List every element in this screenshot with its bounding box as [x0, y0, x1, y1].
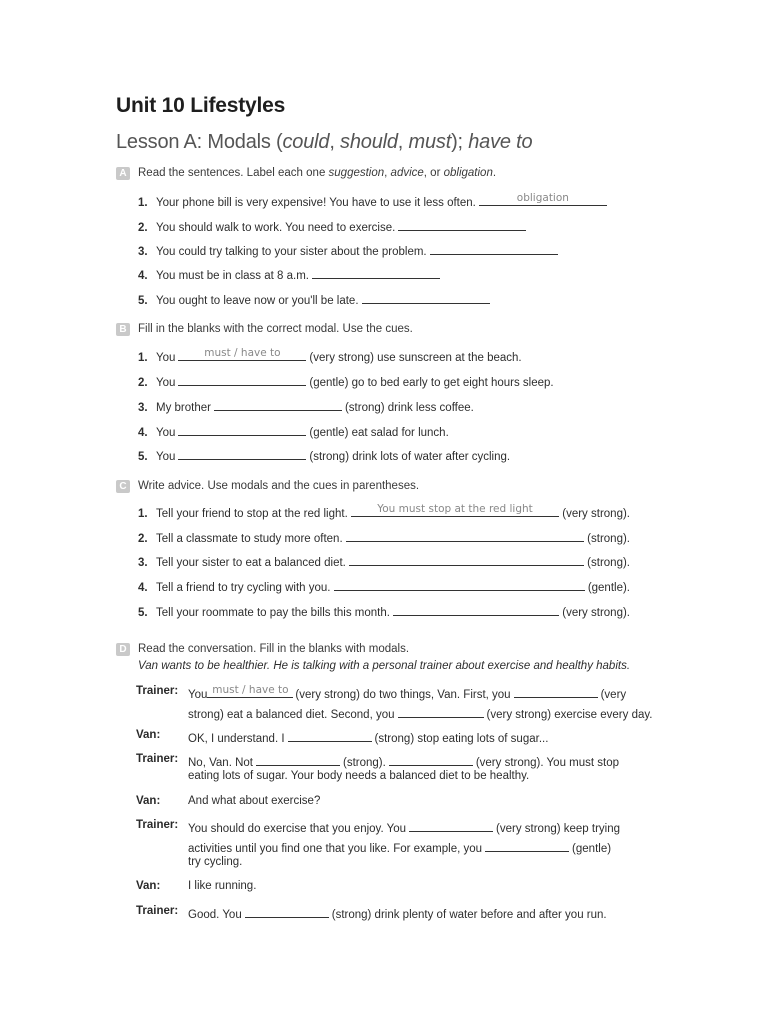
section-a-badge: A — [116, 167, 130, 180]
exercise-b-item: 5. You (strong) drink lots of water after cycling. — [138, 447, 510, 463]
dialogue-line: And what about exercise? — [188, 795, 321, 807]
section-b-instructions: Fill in the blanks with the correct modal. Use the cues. — [138, 323, 413, 335]
lesson-title — [116, 131, 532, 154]
answer-blank[interactable] — [245, 905, 329, 918]
dialogue-line: No, Van. Not (strong). (very strong). You must stop — [188, 753, 619, 769]
dialogue-line: activities until you find one that you like. For example, you (gentle) — [188, 839, 611, 855]
answer-blank[interactable] — [334, 578, 585, 591]
speaker-trainer: Trainer: — [136, 753, 179, 765]
answer-blank[interactable] — [288, 729, 372, 742]
exercise-a-item: 5. You ought to leave now or you'll be late. — [138, 291, 493, 307]
exercise-a-item: 1. Your phone bill is very expensive! You have to use it less often. obligation — [138, 193, 610, 209]
section-c-badge: C — [116, 480, 130, 493]
dialogue-line: You must / have to (very strong) do two things, Van. First, you (very — [188, 684, 627, 701]
section-d-instructions: Read the conversation. Fill in the blanks with modals. — [138, 643, 410, 655]
answer-blank[interactable] — [430, 242, 558, 255]
exercise-b-item: 1. You must / have to (very strong) use sunscreen at the beach. — [138, 347, 522, 364]
exercise-a-item: 4. You must be in class at 8 a.m. — [138, 266, 443, 282]
lesson-modal-could: could — [282, 131, 330, 153]
section-c-instructions: Write advice. Use modals and the cues in parentheses. — [138, 480, 420, 492]
exercise-c-item: 2. Tell a classmate to study more often. (strong). — [138, 529, 630, 545]
answer-blank[interactable] — [389, 753, 473, 766]
exercise-b-item: 2. You (gentle) go to bed early to get eight hours sleep. — [138, 373, 554, 389]
section-a-instructions: Read the sentences. Label each one suggestion, advice, or obligation. — [138, 167, 497, 179]
answer-blank[interactable] — [178, 423, 306, 436]
dialogue-line: Good. You (strong) drink plenty of water before and after you run. — [188, 905, 607, 921]
answer-blank[interactable] — [178, 348, 306, 361]
dialogue-line: OK, I understand. I (strong) stop eating lots of sugar... — [188, 729, 548, 745]
exercise-c-item: 4. Tell a friend to try cycling with you. (gentle). — [138, 578, 630, 594]
answer-blank[interactable] — [479, 193, 607, 206]
dialogue-line: eating lots of sugar. Your body needs a balanced diet to be healthy. — [188, 770, 530, 782]
answer-blank[interactable] — [178, 447, 306, 460]
section-b-badge: B — [116, 323, 130, 336]
speaker-trainer: Trainer: — [136, 685, 179, 697]
answer-blank[interactable] — [207, 685, 293, 698]
speaker-van: Van: — [136, 880, 161, 892]
exercise-a-item: 3. You could try talking to your sister about the problem. — [138, 242, 561, 258]
handwritten-answer: must / have to — [204, 347, 281, 359]
speaker-van: Van: — [136, 729, 161, 741]
dialogue-line: I like running. — [188, 880, 257, 892]
answer-blank[interactable] — [312, 266, 440, 279]
speaker-trainer: Trainer: — [136, 819, 179, 831]
exercise-c-item: 3. Tell your sister to eat a balanced diet. (strong). — [138, 553, 630, 569]
answer-blank[interactable] — [362, 291, 490, 304]
answer-blank[interactable] — [398, 218, 526, 231]
answer-blank[interactable] — [349, 553, 584, 566]
handwritten-answer: must / have to — [212, 684, 289, 696]
answer-blank[interactable] — [393, 603, 559, 616]
lesson-separator: ); — [451, 131, 469, 153]
answer-blank[interactable] — [346, 529, 585, 542]
answer-blank[interactable] — [256, 753, 340, 766]
speaker-van: Van: — [136, 795, 161, 807]
lesson-modal-must: must — [408, 131, 452, 153]
lesson-modal-have-to: have to — [468, 131, 533, 153]
answer-blank[interactable] — [514, 685, 598, 698]
section-d-context: Van wants to be healthier. He is talking with a personal trainer about exercise and healthy habits. — [138, 660, 631, 672]
lesson-comma: , — [329, 131, 341, 153]
exercise-c-item: 5. Tell your roommate to pay the bills this month. (very strong). — [138, 603, 630, 619]
lesson-prefix: Lesson A: Modals ( — [116, 131, 283, 153]
handwritten-answer: You must stop at the red light — [377, 503, 533, 515]
exercise-c-item: 1. Tell your friend to stop at the red light. You must stop at the red light (very strong). — [138, 503, 630, 520]
answer-blank[interactable] — [398, 705, 484, 718]
exercise-b-item: 3. My brother (strong) drink less coffee. — [138, 398, 474, 414]
answer-blank[interactable] — [351, 504, 559, 517]
answer-blank[interactable] — [409, 819, 493, 832]
handwritten-answer: obligation — [516, 192, 569, 204]
speaker-trainer: Trainer: — [136, 905, 179, 917]
answer-blank[interactable] — [485, 839, 569, 852]
answer-blank[interactable] — [214, 398, 342, 411]
section-d-badge: D — [116, 643, 130, 656]
dialogue-line: strong) eat a balanced diet. Second, you (very strong) exercise every day. — [188, 705, 652, 721]
unit-title: Unit 10 Lifestyles — [116, 94, 286, 117]
lesson-modal-should: should — [340, 131, 398, 153]
lesson-comma: , — [397, 131, 409, 153]
exercise-b-item: 4. You (gentle) eat salad for lunch. — [138, 423, 449, 439]
exercise-a-item: 2. You should walk to work. You need to exercise. — [138, 218, 529, 234]
dialogue-line: try cycling. — [188, 856, 243, 868]
dialogue-line: You should do exercise that you enjoy. You (very strong) keep trying — [188, 819, 620, 835]
answer-blank[interactable] — [178, 373, 306, 386]
